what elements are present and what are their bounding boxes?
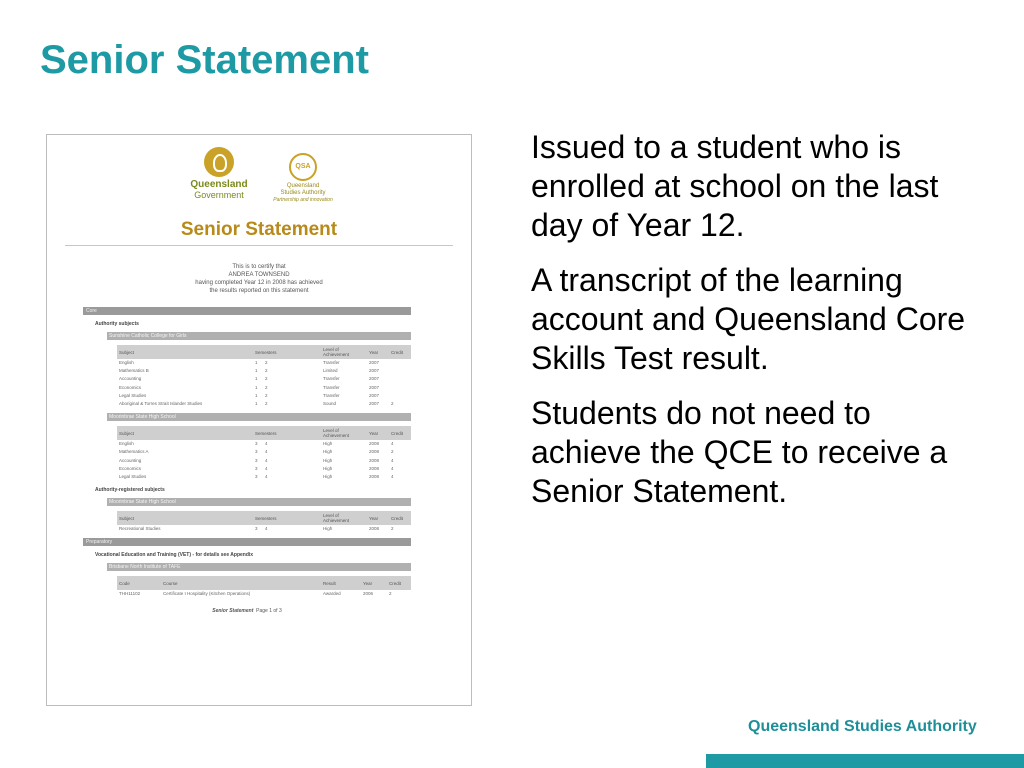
cell: High: [323, 457, 333, 463]
cell: 2007: [369, 376, 380, 382]
header-code: Code: [117, 576, 161, 590]
cell: [389, 375, 411, 383]
cell: 4: [391, 441, 394, 447]
cell: Accounting: [119, 376, 142, 382]
cell: 4: [265, 457, 268, 463]
subsection-authority-registered: Authority-registered subjects: [95, 487, 165, 494]
header-semesters: Semesters: [253, 345, 321, 359]
cell: 1: [255, 392, 258, 398]
header-credit: Credit: [389, 511, 411, 525]
cell: [389, 367, 411, 375]
cell: High: [323, 526, 333, 532]
cell: Sound: [323, 401, 337, 407]
certification-text: [107, 263, 411, 295]
cell: 4: [265, 473, 268, 479]
cell: 3: [255, 526, 258, 532]
header-level: Level of Achievement: [321, 426, 367, 440]
slide-title: Senior Statement: [40, 38, 369, 82]
cell: 4: [265, 441, 268, 447]
section-band-preparatory: Preparatory: [83, 538, 411, 546]
cell: 2008: [369, 449, 380, 455]
cell: Recreational Studies: [119, 526, 161, 532]
header-subject: Subject: [117, 511, 253, 525]
queensland-emblem-icon: [204, 147, 234, 177]
cell: 2007: [369, 360, 380, 366]
cell: [389, 359, 411, 367]
cell: Legal Studies: [119, 392, 147, 398]
table-row: [117, 440, 411, 448]
cell: Economics: [119, 465, 142, 471]
header-semesters: Semesters: [253, 511, 321, 525]
cell: Limited: [323, 368, 338, 374]
cell: 2: [265, 360, 268, 366]
institute-band: Brisbane North Institute of TAFE: [107, 563, 411, 571]
cell: 4: [391, 473, 394, 479]
cell: High: [323, 473, 333, 479]
cell: 2: [265, 401, 268, 407]
cell: 4: [265, 465, 268, 471]
cell: 1: [255, 384, 258, 390]
qsa-branding-text: Queensland Studies Authority: [748, 718, 977, 735]
description-paragraph-2: A transcript of the learning account and Queensland Core Skills Test result.: [531, 262, 966, 376]
cell: 4: [265, 449, 268, 455]
cell: High: [323, 465, 333, 471]
cell: 3: [255, 465, 258, 471]
table-row: [117, 392, 411, 400]
cell: 2007: [369, 384, 380, 390]
cell: Transfer: [323, 360, 340, 366]
cell: 4: [391, 465, 394, 471]
results-table-1: [117, 345, 411, 408]
school-band-1: Sunshine Catholic College for Girls: [107, 332, 411, 340]
cell: 3: [255, 473, 258, 479]
header-year: Year: [367, 345, 389, 359]
cell: Accounting: [119, 457, 142, 463]
cell: [389, 384, 411, 392]
footer-page-number: Page 1 of 3: [256, 608, 282, 615]
school-band-3: Moorinbrae State High School: [107, 498, 411, 506]
cell: 3: [255, 457, 258, 463]
document-footer: [83, 608, 411, 614]
cell: 2007: [369, 392, 380, 398]
results-table-2: [117, 426, 411, 481]
cell: 1: [255, 401, 258, 407]
header-course: Course: [161, 576, 321, 590]
cell: THH11102: [119, 591, 141, 597]
table-row: [117, 457, 411, 465]
cell: 2008: [369, 457, 380, 463]
qsa-logo-line3: Partnership and innovation: [273, 197, 333, 203]
footer-accent-bar: [706, 754, 1024, 768]
cell: [389, 392, 411, 400]
cell: Awarded: [323, 591, 341, 597]
header-year: Year: [367, 511, 389, 525]
cell: Certificate I Hospitality (Kitchen Operations): [163, 591, 251, 597]
cell: 2: [265, 376, 268, 382]
cell: English: [119, 360, 134, 366]
header-level: Level of Achievement: [321, 345, 367, 359]
table-row: [117, 448, 411, 456]
cell: 3: [255, 441, 258, 447]
queensland-government-logo: [179, 147, 259, 200]
table-row: [117, 473, 411, 481]
cell: 2008: [369, 526, 380, 532]
certify-line: having completed Year 12 in 2008 has achieved: [195, 280, 323, 286]
header-credit: Credit: [389, 345, 411, 359]
header-year: Year: [367, 426, 389, 440]
certify-line: This is to certify that: [232, 264, 286, 270]
cell: Mathematics B: [119, 368, 149, 374]
logos: [47, 147, 471, 217]
qsa-emblem-icon: QSA: [289, 153, 317, 181]
description-text: [531, 128, 981, 527]
student-name: ANDREA TOWNSEND: [228, 272, 290, 278]
header-credit: Credit: [389, 426, 411, 440]
cell: 4: [265, 526, 268, 532]
subsection-vet: Vocational Education and Training (VET) - for details see Appendix: [95, 552, 254, 559]
cell: 2: [265, 384, 268, 390]
cell: 2008: [369, 465, 380, 471]
cell: 1: [255, 360, 258, 366]
cell: 3: [255, 449, 258, 455]
description-paragraph-3: Students do not need to achieve the QCE to receive a Senior Statement.: [531, 395, 948, 509]
cell: 2008: [369, 473, 380, 479]
table-row: [117, 525, 411, 533]
table-row: [117, 367, 411, 375]
results-content: [83, 307, 411, 614]
description-paragraph-1: Issued to a student who is enrolled at school on the last day of Year 12.: [531, 129, 939, 243]
table-row: [117, 384, 411, 392]
cell: Economics: [119, 384, 142, 390]
cell: 1: [255, 376, 258, 382]
cell: 2: [265, 368, 268, 374]
cell: High: [323, 441, 333, 447]
results-table-3: [117, 511, 411, 533]
header-subject: Subject: [117, 345, 253, 359]
table-header-row: [117, 345, 411, 359]
cell: 2: [391, 449, 394, 455]
qg-logo-line2: Government: [194, 190, 244, 200]
table-row: [117, 359, 411, 367]
school-band-2: Moorinbrae State High School: [107, 413, 411, 421]
header-result: Result: [321, 576, 361, 590]
cell: Transfer: [323, 392, 340, 398]
cell: 2: [391, 401, 394, 407]
cell: Transfer: [323, 376, 340, 382]
qsa-logo-line2: Studies Authority: [280, 190, 326, 196]
header-semesters: Semesters: [253, 426, 321, 440]
table-row: [117, 590, 411, 598]
header-credit: Credit: [387, 576, 411, 590]
header-level: Level of Achievement: [321, 511, 367, 525]
table-header-row: [117, 576, 411, 590]
cell: Mathematics A: [119, 449, 149, 455]
cell: Legal Studies: [119, 473, 147, 479]
cell: 1: [255, 368, 258, 374]
header-subject: Subject: [117, 426, 253, 440]
section-band-core: Core: [83, 307, 411, 315]
table-row: [117, 375, 411, 383]
heading-divider: [65, 245, 453, 246]
table-row: [117, 465, 411, 473]
footer-document-name: Senior Statement: [212, 608, 254, 615]
cell: 2: [389, 591, 392, 597]
cell: English: [119, 441, 134, 447]
cell: 2: [265, 392, 268, 398]
cell: 4: [391, 457, 394, 463]
cell: High: [323, 449, 333, 455]
table-header-row: [117, 511, 411, 525]
cell: Aboriginal & Torres Strait Islander Studies: [119, 401, 203, 407]
qsa-logo: [265, 153, 341, 204]
cell: 2007: [369, 401, 380, 407]
senior-statement-document: [46, 134, 472, 706]
cell: 2: [391, 526, 394, 532]
subsection-authority-subjects: Authority subjects: [95, 321, 139, 327]
qsa-logo-line1: Queensland: [286, 183, 320, 189]
cell: 2006: [363, 591, 374, 597]
cell: Transfer: [323, 384, 340, 390]
cell: 2007: [369, 368, 380, 374]
header-year: Year: [361, 576, 387, 590]
cell: 2008: [369, 441, 380, 447]
results-table-4: [117, 576, 411, 598]
table-header-row: [117, 426, 411, 440]
document-heading: Senior Statement: [180, 219, 338, 240]
table-row: [117, 400, 411, 408]
qg-logo-line1: Queensland: [190, 179, 248, 190]
certify-line: the results reported on this statement: [209, 288, 309, 294]
